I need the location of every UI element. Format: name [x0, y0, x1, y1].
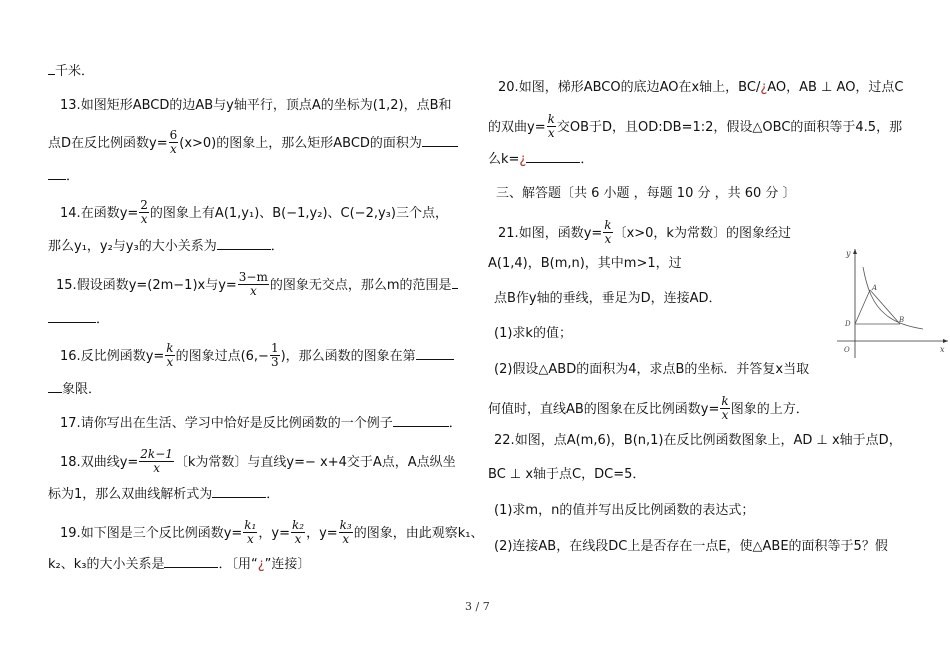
hyperbola-diagram-icon: [835, 244, 950, 359]
point-d-label: D: [845, 320, 851, 328]
fraction: [139, 199, 149, 226]
question-14-line1: [60, 200, 448, 227]
fraction: [339, 519, 353, 546]
answer-blank: [416, 347, 454, 360]
question-13-line2: [48, 130, 458, 157]
frac-den: 3: [270, 355, 279, 369]
answer-blank: [422, 134, 458, 147]
question-21-line1: [498, 220, 791, 247]
question-text: (2)连接AB，在线段DC上是否存在一点E，使△ABE的面积等于5？假: [494, 539, 888, 554]
point-b-label: B: [899, 316, 905, 324]
question-number: 14.: [60, 206, 81, 221]
fraction: [720, 395, 729, 422]
question-16-line2: [48, 380, 101, 399]
q15-tail: ．: [96, 312, 110, 327]
question-number: 17.: [60, 416, 81, 431]
fraction: [603, 219, 612, 246]
frac-num: 1: [270, 341, 279, 355]
point-a-label: A: [872, 284, 878, 292]
q12-tail: [48, 62, 94, 81]
answer-blank: [48, 62, 55, 75]
question-text: 的图象，由此观察k₁、: [353, 526, 484, 541]
fraction: [243, 519, 257, 546]
question-21-line3: [494, 290, 722, 308]
answer-blank: [526, 150, 580, 163]
question-text: 的图象无交点，那么m的范围是: [269, 278, 452, 293]
frac-den: x: [140, 212, 148, 226]
separator: ，y=: [306, 526, 338, 541]
frac-num: 3−m: [238, 270, 268, 284]
frac-den: x: [547, 126, 555, 140]
question-number: 22.: [494, 433, 515, 448]
question-text: BC ⊥ x轴于点C，DC=5．: [488, 467, 646, 482]
fraction: [547, 113, 556, 140]
origin-label: O: [844, 346, 850, 354]
question-text: 何值时，直线AB的图象在反比例函数y=: [488, 402, 720, 417]
answer-blank: [164, 555, 218, 568]
frac-den: x: [249, 284, 257, 298]
q19-tail: ．〔用“: [218, 557, 258, 572]
question-text: 那么y₁，y₂与y₃的大小关系为: [48, 239, 217, 254]
question-14-line2: [48, 237, 284, 256]
question-21-part2-line2: [488, 396, 809, 423]
frac-den: x: [153, 461, 160, 475]
question-16-line1: [60, 343, 454, 370]
question-number: 15.: [56, 278, 77, 293]
fraction: [270, 342, 280, 369]
section-3-heading: [496, 185, 796, 203]
question-text: 假设函数y=(2m−1)x与y=: [76, 278, 237, 293]
answer-blank: [217, 237, 271, 250]
question-text: 图象的上方．: [730, 402, 809, 417]
question-text: 如图，函数y=: [518, 226, 603, 241]
question-22-line1: [494, 432, 902, 450]
question-number: 21.: [498, 226, 519, 241]
frac-num: 2: [140, 198, 148, 212]
question-17-line1: [60, 414, 462, 433]
question-20-line2: [488, 114, 902, 141]
question-text: 双曲线y=: [80, 455, 139, 470]
question-text: 请你写出在生活、学习中恰好是反比例函数的一个例子: [80, 416, 393, 431]
answer-blank: [48, 167, 66, 180]
frac-num: k₃: [339, 518, 352, 532]
question-18-line1: [60, 449, 456, 476]
frac-num: 6: [169, 128, 178, 142]
frac-num: k₂: [291, 518, 305, 532]
question-text: (x>0)的图象上，那么矩形ABCD的面积为: [179, 136, 422, 151]
fraction: [169, 129, 179, 156]
y-axis-label: y: [846, 249, 851, 258]
question-text: 交OB于D，且OD:DB=1:2，假设△OBC的面积等于4.5，那: [556, 120, 903, 135]
question-number: 19.: [60, 526, 81, 541]
q13-tail: ．: [66, 169, 80, 184]
fraction: [165, 342, 174, 369]
frac-num: k: [166, 341, 174, 355]
question-21-part1: [494, 325, 572, 343]
q19-end: ”连接〕: [264, 557, 311, 572]
broken-glyph: ¿: [760, 80, 768, 95]
x-axis-label: x: [940, 345, 945, 354]
question-number: 16.: [60, 349, 81, 364]
question-text: 么k=: [488, 152, 520, 167]
question-text: 的图象过点(6,−: [175, 349, 269, 364]
frac-den: x: [342, 532, 350, 546]
q12-tail-text: 千米．: [55, 64, 95, 79]
question-22-line2: [488, 466, 645, 484]
frac-den: x: [166, 355, 174, 369]
answer-blank: [48, 380, 62, 393]
fraction: [139, 448, 174, 475]
frac-den: x: [246, 532, 254, 546]
section-title: 三、解答题〔共 6 小题 ，每题 10 分 ，共 60 分 〕: [496, 186, 796, 201]
question-text: 点D在反比例函数y=: [48, 136, 168, 151]
fraction: [291, 519, 305, 546]
question-13-line3: [48, 167, 79, 186]
page-number: 3 / 7: [465, 600, 490, 613]
frac-den: x: [604, 232, 612, 246]
frac-num: k: [721, 394, 729, 408]
question-19-line1: [60, 520, 484, 547]
question-text: 的图象上有A(1,y₁)、B(−1,y₂)、C(−2,y₃)三个点，: [149, 206, 448, 221]
answer-blank: [212, 485, 266, 498]
question-text: 如下图是三个反比例函数y=: [80, 526, 243, 541]
question-text: 如图矩形ABCD的边AB与y轴平行，顶点A的坐标为(1,2)，点B和: [80, 98, 452, 113]
question-text: 的双曲y=: [488, 120, 546, 135]
question-text: A(1,4)，B(m,n)，其中m>1，过: [488, 256, 682, 271]
frac-num: k₁: [244, 518, 257, 532]
question-text: (1)求k的值；: [494, 326, 572, 341]
frac-num: k: [604, 218, 612, 232]
frac-den: x: [721, 408, 729, 422]
question-text: 〔k为常数〕与直线y=− x+4交于A点，A点纵坐: [174, 455, 456, 470]
frac-num: 2k−1: [140, 447, 173, 461]
question-15-line2: [48, 310, 109, 329]
question-text: 在函数y=: [80, 206, 139, 221]
frac-den: x: [294, 532, 302, 546]
question-text: (1)求m，n的值并写出反比例函数的表达式；: [494, 503, 755, 518]
question-text: 反比例函数y=: [80, 349, 165, 364]
question-13-line1: [60, 97, 452, 115]
question-number: 13.: [60, 98, 81, 113]
question-22-part2: [494, 538, 888, 556]
question-text: 点B作y轴的垂线，垂足为D，连接AD．: [494, 291, 722, 306]
q21-figure: [835, 244, 950, 359]
question-text: k₂、k₃的大小关系是: [48, 557, 165, 572]
broken-glyph: ¿: [519, 152, 527, 167]
question-number: 18.: [60, 455, 81, 470]
question-text: 象限．: [62, 382, 102, 397]
question-19-line2: [48, 555, 310, 574]
frac-num: k: [547, 112, 555, 126]
question-text: )，那么函数的图象在第: [280, 349, 416, 364]
q20-tail: ．: [580, 152, 594, 167]
q14-tail: ．: [270, 239, 284, 254]
answer-blank: [393, 414, 449, 427]
question-21-part2-line1: [494, 361, 809, 379]
answer-blank: [48, 310, 96, 323]
question-text: 标为1，那么双曲线解析式为: [48, 487, 213, 502]
question-15-line1: [56, 272, 458, 299]
question-20-line1: [498, 79, 904, 97]
question-text: 如图，梯形ABCO的底边AO在x轴上，BC/: [518, 80, 761, 95]
question-text: AO，AB ⊥ AO，过点C: [767, 80, 904, 95]
q18-tail: ．: [266, 487, 280, 502]
frac-den: x: [170, 142, 177, 156]
question-text: 如图，点A(m,6)，B(n,1)在反比例函数图象上，AD ⊥ x轴于点D，: [514, 433, 902, 448]
question-text: 〔x>0，k为常数〕的图象经过: [613, 226, 791, 241]
broken-glyph: ¿: [257, 557, 265, 572]
question-20-line3: [488, 150, 593, 169]
question-18-line2: [48, 485, 279, 504]
question-text: (2)假设△ABD的面积为4，求点B的坐标．并答复x当取: [494, 362, 810, 377]
q17-tail: ．: [448, 416, 462, 431]
answer-blank: [452, 276, 458, 289]
question-22-part1: [494, 502, 754, 520]
question-21-line2: [488, 255, 682, 273]
fraction: [238, 271, 269, 298]
question-number: 20.: [498, 80, 519, 95]
separator: ，y=: [258, 526, 290, 541]
